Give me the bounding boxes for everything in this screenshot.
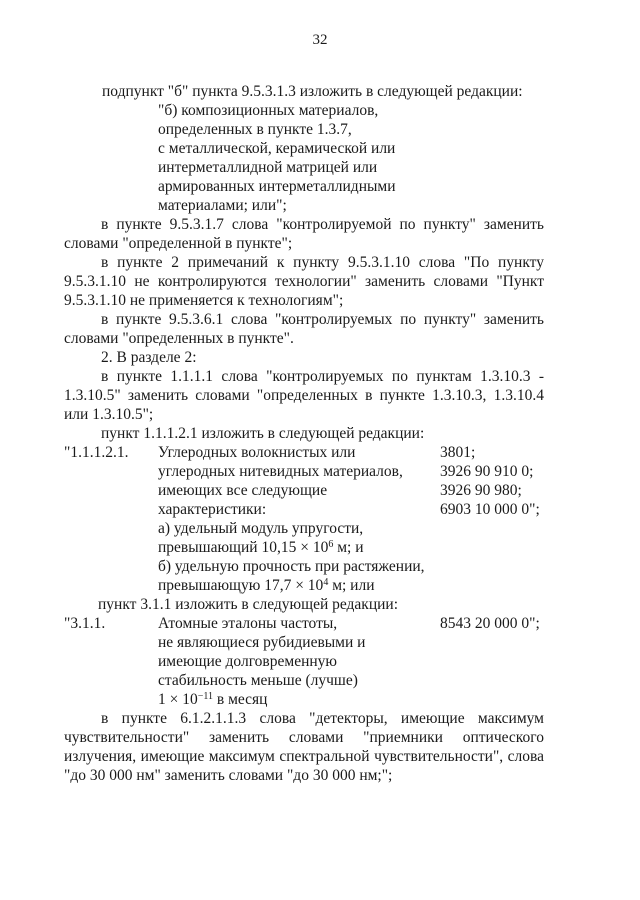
item-code: 3926 90 910 0; (440, 463, 534, 480)
quote-line: материалами; или"; (158, 197, 287, 214)
item-criterion-b-value: превышающую $17,7 \times 10^4$ м; или (158, 577, 375, 594)
item-code: 3801; (440, 444, 476, 461)
quote-line: "б) композиционных материалов, (158, 102, 379, 119)
item-code: 6903 10 000 0"; (440, 501, 540, 518)
document-body (64, 82, 544, 785)
section-2-heading: 2. В разделе 2: (101, 349, 197, 366)
paragraph-1-1-1-1: в пункте 1.1.1.1 слова "контролируемых по пунктам 1.3.10.3 - 1.3.10.5" заменить словами "определенных в пункте 1.3.10.3, 1.3.10.4 или 1.3.10.5"; (64, 368, 544, 423)
paragraph-3-1-1-intro: пункт 3.1.1 изложить в следующей редакции: (98, 596, 399, 613)
paragraph-6-1-2-1-1-3: в пункте 6.1.2.1.1.3 слова "детекторы, имеющие максимум чувствительности" заменить словами "приемники оптического излучения, имеющие максимум спектральной чувствительности", слова "до 30 000 нм" заменить словами "до 30 000 нм;"; (64, 710, 544, 784)
paragraph-1-1-1-2-1-intro: пункт 1.1.1.2.1 изложить в следующей редакции: (101, 425, 425, 442)
item-desc-line: Углеродных волокнистых или (158, 444, 356, 461)
item-number: "1.1.1.2.1. (64, 444, 129, 461)
quoted-text-b (158, 101, 544, 215)
item-desc-line: Атомные эталоны частоты, (158, 615, 338, 632)
item-desc-line: имеющих все следующие (158, 482, 328, 499)
paragraph-9-5-3-1-7: в пункте 9.5.3.1.7 слова "контролируемой по пункту" заменить словами "определенной в пункте"; (64, 216, 544, 252)
quote-line: интерметаллидной матрицей или (158, 159, 378, 176)
item-number: "3.1.1. (64, 615, 106, 632)
item-criterion-b: б) удельную прочность при растяжении, (158, 558, 425, 575)
item-1-1-1-2-1 (64, 443, 544, 595)
item-desc-line: не являющиеся рубидиевыми и (158, 634, 366, 651)
paragraph-subitem-b: подпункт "б" пункта 9.5.3.1.3 изложить в следующей редакции: (102, 83, 523, 100)
item-criterion-a: а) удельный модуль упругости, (158, 520, 364, 537)
item-desc-line: стабильность меньше (лучше) (158, 672, 358, 689)
item-desc-line: имеющие долговременную (158, 653, 337, 670)
item-criterion-a-value: превышающий $10,15 \times 10^6$ м; и (158, 539, 364, 556)
page-number: 32 (312, 32, 328, 48)
item-desc-line: углеродных нитевидных материалов, (158, 463, 403, 480)
item-code: 8543 20 000 0"; (440, 615, 540, 632)
quote-line: с металлической, керамической или (158, 140, 396, 157)
item-desc-line: характеристики: (158, 501, 267, 518)
item-codes (440, 614, 544, 709)
item-3-1-1 (64, 614, 544, 709)
paragraph-note-2: в пункте 2 примечаний к пункту 9.5.3.1.10 слова "По пункту 9.5.3.1.10 не контролируются технологии" заменить словами "Пункт 9.5.3.1.10 не применяется к технологиям"; (64, 254, 544, 309)
item-description (158, 443, 440, 595)
quote-line: армированных интерметаллидными (158, 178, 396, 195)
item-code: 3926 90 980; (440, 482, 522, 499)
item-codes (440, 443, 544, 595)
paragraph-9-5-3-6-1: в пункте 9.5.3.6.1 слова "контролируемых по пункту" заменить словами "определенных в пункте". (64, 311, 544, 347)
item-description (158, 614, 440, 709)
item-stability-value: $1 \times 10^{-11}$ в месяц (158, 691, 268, 708)
quote-line: определенных в пункте 1.3.7, (158, 121, 352, 138)
